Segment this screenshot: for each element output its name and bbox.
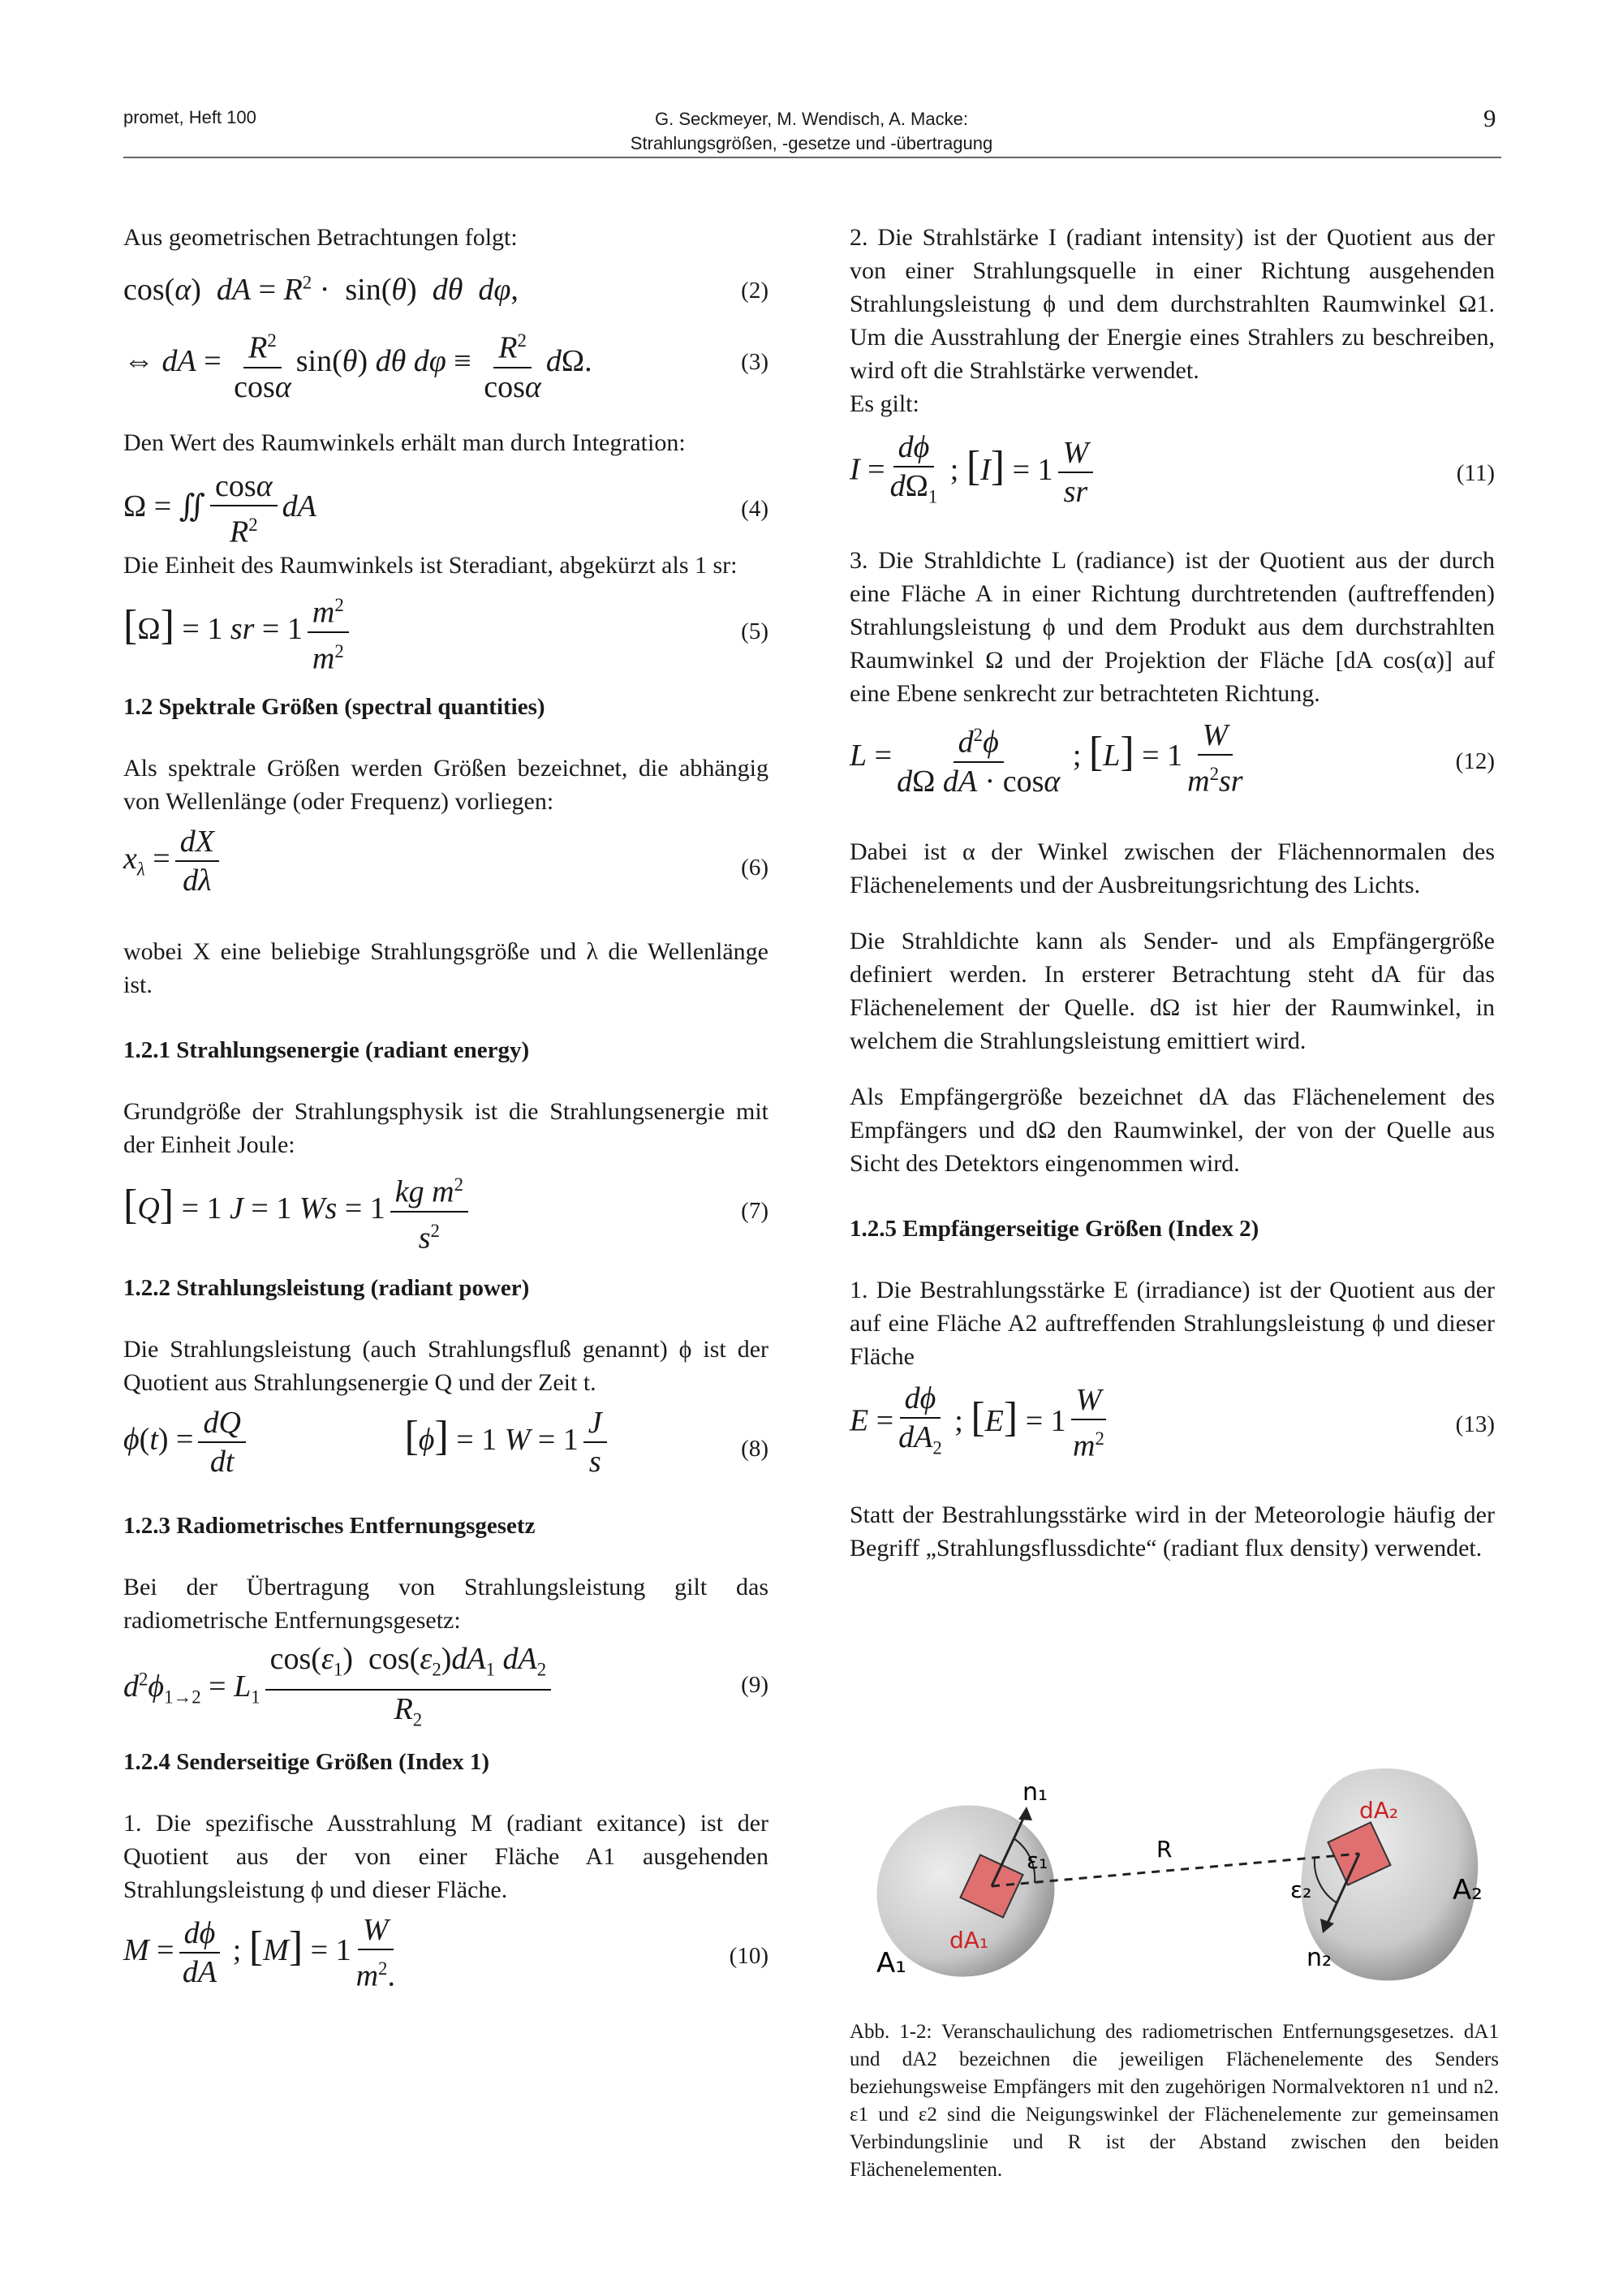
label-n2: n₂ <box>1307 1944 1332 1972</box>
page-number: 9 <box>1483 104 1496 132</box>
paragraph: Als Empfängergröße bezeichnet dA das Flächenelement des Empfängers und dΩ den Raumwinkel, der von der Quelle aus Sicht des Detektors eingenommen wird. <box>850 1083 1495 1177</box>
paragraph: Bei der Übertragung von Strahlungsleistung gilt das radiometrische Entfernungsgesetz: <box>123 1574 768 1634</box>
section-heading: 1.2 Spektrale Größen (spectral quantities) <box>123 694 545 720</box>
authors: G. Seckmeyer, M. Wendisch, A. Macke: <box>655 109 968 129</box>
figure-illustration <box>852 1753 1497 1988</box>
equation-9: $d^2\phi_{1\to 2} = L_1$ $\frac{\cos(\varepsilon_1) \cos(\varepsilon_2)dA_1 dA_2}{R_2}$ (9) <box>123 1642 768 1730</box>
equation-8: ϕ(t) = $\frac{dQ}{dt}$ [ϕ] = 1 W = 1 $\frac{J}{s}$ (8) <box>123 1406 768 1479</box>
right-column <box>850 221 1495 1565</box>
equation-number: (3) <box>741 349 768 375</box>
header-rule <box>123 157 1501 158</box>
equation-number: (5) <box>741 618 768 644</box>
equation-7: [Q] = 1 J = 1 Ws = 1 $\frac{kg m^2}{s^2}$ (7) <box>123 1166 768 1256</box>
label-dA1: dA₁ <box>949 1927 989 1954</box>
label-A1: A₁ <box>876 1947 906 1979</box>
running-title <box>536 107 1087 156</box>
left-column <box>123 221 768 2001</box>
equation-number: (4) <box>741 496 768 522</box>
journal-name: promet, Heft 100 <box>123 107 256 127</box>
paragraph: 1. Die Bestrahlungsstärke E (irradiance) ist der Quotient aus der auf eine Fläche A2 auftreffenden Strahlungsleistung ϕ und dieser Fläche <box>850 1277 1495 1370</box>
figure-radiometric-distance <box>852 1753 1497 1988</box>
equation-13: E = $\frac{d\phi}{dA_2}$ ; [E] = 1 $\frac{W}{m^2}$ (13) <box>850 1381 1495 1464</box>
label-eps1: ε₁ <box>1027 1847 1048 1874</box>
section-heading: 1.2.2 Strahlungsleistung (radiant power) <box>123 1275 530 1301</box>
paragraph: Die Strahldichte kann als Sender- und als Empfängergröße definiert werden. In ersterer Betrachtung steht dA für das Flächenelement der Quelle. dΩ ist hier der Raumwinkel, in welchem die Strahlungsleistung emittiert wird. <box>850 928 1495 1054</box>
paragraph: Als spektrale Größen werden Größen bezeichnet, die abhängig von Wellenlänge (oder Frequenz) vorliegen: <box>123 755 768 815</box>
paragraph: Aus geometrischen Betrachtungen folgt: <box>123 224 518 251</box>
equation-number: (13) <box>1455 1411 1495 1437</box>
label-A2: A₂ <box>1453 1874 1483 1906</box>
article-title: Strahlungsgrößen, -gesetze und -übertragung <box>630 133 993 153</box>
equation-6: $x_\lambda$ = $\frac{dX}{d\lambda}$ (6) <box>123 825 768 898</box>
equation-10: M = $\frac{d\phi}{dA}$ ; [M] = 1 $\frac{W}{m^2.}$ (10) <box>123 1913 768 1993</box>
label-dA2: dA₂ <box>1359 1797 1399 1824</box>
section-heading: 1.2.5 Empfängerseitige Größen (Index 2) <box>850 1216 1259 1242</box>
equation-11: I = $\frac{d\phi}{d\Omega_1}$ ; [I] = 1 $\frac{W}{sr}$ (11) <box>850 430 1495 509</box>
paragraph: Dabei ist α der Winkel zwischen der Flächennormalen des Flächenelements und der Ausbreitungsrichtung des Lichts. <box>850 838 1495 898</box>
paragraph: Die Strahlungsleistung (auch Strahlungsfluß genannt) ϕ ist der Quotient aus Strahlungsenergie Q und der Zeit t. <box>123 1336 768 1396</box>
paragraph: Den Wert des Raumwinkels erhält man durch Integration: <box>123 429 686 456</box>
paragraph: wobei X eine beliebige Strahlungsgröße und λ die Wellenlänge ist. <box>123 938 768 998</box>
equation-12: L = $\frac{d^2\phi}{\text{dΩ dA · cosα}}$ ; [L] = 1 $\frac{W}{m^2sr}$ (12) <box>850 718 1495 799</box>
paragraph: Statt der Bestrahlungsstärke wird in der Meteorologie häufig der Begriff „Strahlungsflussdichte“ (radiant flux density) verwendet. <box>850 1501 1495 1562</box>
paragraph: Grundgröße der Strahlungsphysik ist die Strahlungsenergie mit der Einheit Joule: <box>123 1098 768 1158</box>
figure-caption: Abb. 1-2: Veranschaulichung des radiometrischen Entfernungsgesetzes. dA1 und dA2 bezeichnen die jeweiligen Flächenelemente des Senders beziehungsweise Empfängers mit den zugehörigen Normalvektoren n1 und n2. ε1 und ε2 sind die Neigungswinkel der Flächenelemente zur gemeinsamen Verbindungslinie und R ist der Abstand zwischen den beiden Flächenelementen. <box>850 2021 1499 2181</box>
equation-2: cos(α) dA = $R^2 \cdot \sin(\theta)$ dθ dφ, (2) <box>123 272 768 307</box>
paragraph: 1. Die spezifische Ausstrahlung M (radiant exitance) ist der Quotient aus der von einer Fläche A1 ausgehenden Strahlungsleistung ϕ und dieser Fläche. <box>123 1810 768 1903</box>
arrowhead <box>1018 1807 1032 1820</box>
equation-number: (7) <box>741 1198 768 1224</box>
equation-number: (12) <box>1455 748 1495 774</box>
label-eps2: ε₂ <box>1290 1876 1312 1903</box>
equation-number: (11) <box>1456 460 1495 486</box>
paragraph: Die Einheit des Raumwinkels ist Steradiant, abgekürzt als 1 sr: <box>123 552 738 579</box>
equation-3: ⇔ dA = $\frac{R^2}{\cos\alpha}$ sin(θ) dθ dφ ≡ $\frac{R^2}{\cos\alpha}$ dΩ. (3) <box>123 322 768 403</box>
section-heading: 1.2.4 Senderseitige Größen (Index 1) <box>123 1749 490 1775</box>
paragraph: 2. Die Strahlstärke I (radiant intensity) ist der Quotient aus der von einer Strahlungsquelle in einer Richtung ausgehenden Strahlungsleistung ϕ und dem durchstrahlten Raumwinkel Ω1. Um die Ausstrahlung der Energie eines Strahlers zu beschreiben, wird oft die Strahlstärke verwendet. <box>850 224 1495 384</box>
equation-number: (2) <box>741 278 768 304</box>
section-heading: 1.2.1 Strahlungsenergie (radiant energy) <box>123 1037 530 1063</box>
equation-number: (8) <box>741 1436 768 1462</box>
equation-5: [Ω] = 1 sr = 1 $\frac{m^2}{m^2}$ (5) <box>123 587 768 674</box>
label-n1: n₁ <box>1022 1778 1048 1807</box>
paragraph: Es gilt: <box>850 390 919 417</box>
equation-number: (6) <box>741 855 768 881</box>
equation-number: (10) <box>729 1943 768 1969</box>
equation-4: Ω = ∬ $\frac{\cos\alpha}{R^2}$ dA (4) <box>123 469 768 549</box>
equation-number: (9) <box>741 1672 768 1698</box>
paragraph: 3. Die Strahldichte L (radiance) ist der Quotient aus der durch eine Fläche A in einer Richtung durchtretenden (auftreffenden) Strahlungsleistung ϕ und dem Produkt aus dem durchstrahlten Raumwinkel Ω und der Projektion der Fläche [dA cos(α)] auf eine Ebene senkrecht zur betrachteten Richtung. <box>850 547 1495 707</box>
section-heading: 1.2.3 Radiometrisches Entfernungsgesetz <box>123 1513 536 1539</box>
label-R: R <box>1156 1836 1173 1863</box>
